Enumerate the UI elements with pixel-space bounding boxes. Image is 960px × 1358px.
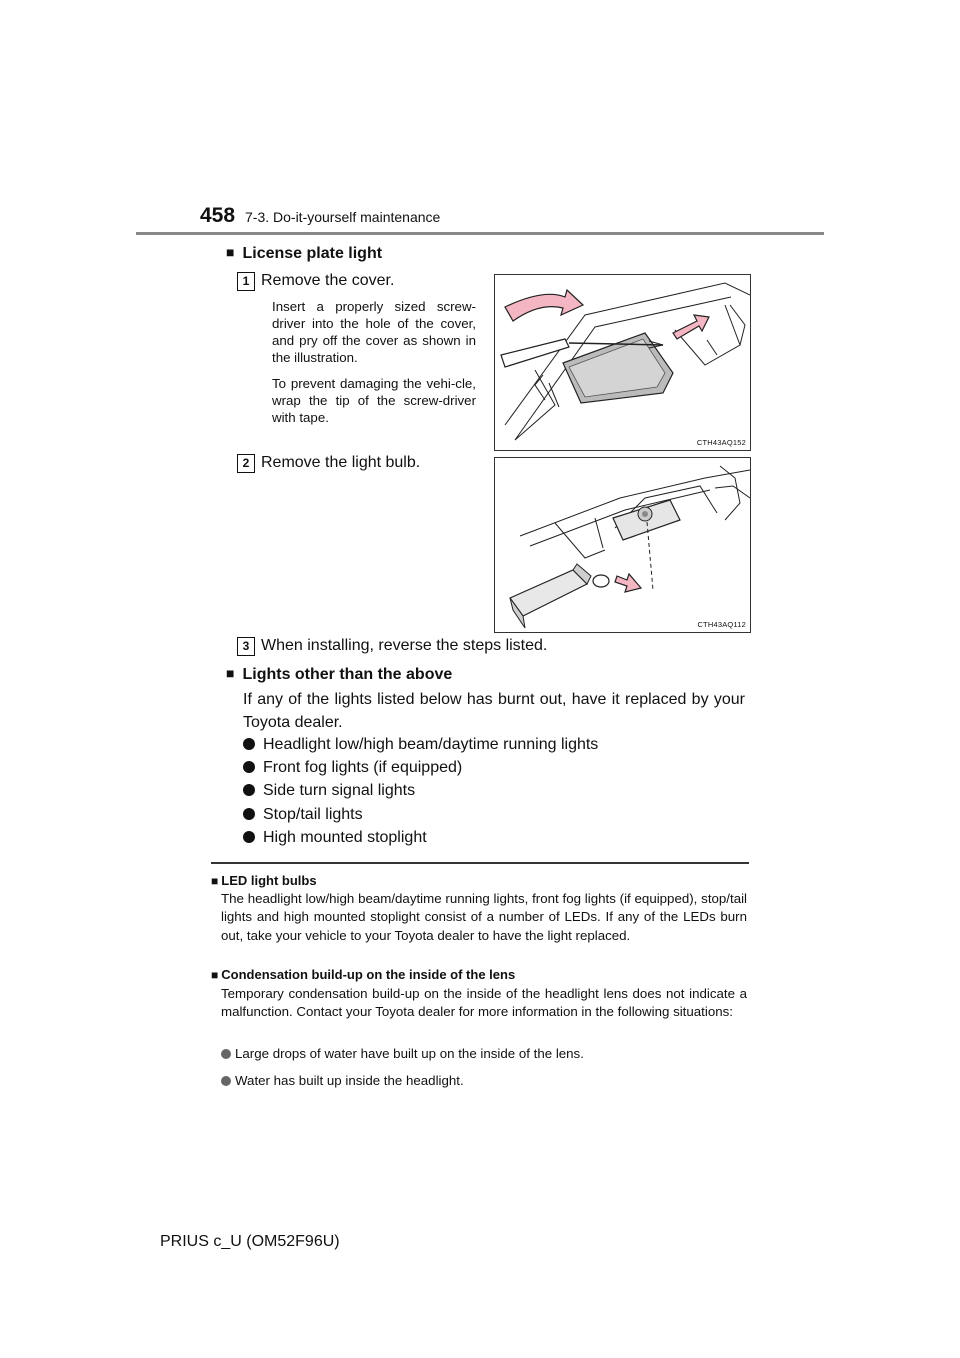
license-plate-heading	[226, 244, 382, 263]
black-circle-icon	[243, 738, 255, 750]
black-square-icon: ■	[226, 244, 235, 260]
list-item	[243, 759, 462, 777]
section-title: 7-3. Do-it-yourself maintenance	[245, 209, 441, 225]
step-1-detail: To prevent damaging the vehi-cle, wrap the tip of the screw-driver with tape.	[272, 376, 476, 425]
list-item-text: High mounted stoplight	[263, 829, 427, 846]
list-item-text: Side turn signal lights	[263, 782, 416, 799]
step-3-badge: 3	[237, 637, 255, 656]
black-circle-icon	[243, 808, 255, 820]
cover-removal-illustration	[495, 275, 750, 450]
list-item	[243, 782, 415, 800]
step-1-badge: 1	[237, 272, 255, 291]
license-plate-title: License plate light	[242, 245, 383, 262]
header-divider	[136, 232, 824, 235]
black-circle-icon	[243, 831, 255, 843]
list-item-text: Water has built up inside the headlight.	[235, 1073, 464, 1088]
list-item-text: Large drops of water have built up on the inside of the lens.	[235, 1046, 584, 1061]
step-3-text: When installing, reverse the steps listed.	[261, 637, 548, 654]
step-2-text: Remove the light bulb.	[261, 454, 421, 471]
step-1-details	[272, 298, 476, 435]
step-1-detail: Insert a properly sized screw-driver into the hole of the cover, and pry off the cover as shown in the illustration.	[272, 299, 476, 365]
other-lights-intro: If any of the lights listed below has burnt out, have it replaced by your Toyota dealer.	[243, 691, 745, 731]
black-circle-icon	[243, 784, 255, 796]
figure-remove-cover	[494, 274, 751, 451]
figure-remove-bulb	[494, 457, 751, 633]
list-item	[243, 829, 427, 847]
step-1-text: Remove the cover.	[261, 272, 395, 289]
led-note-body: The headlight low/high beam/daytime running lights, front fog lights (if equipped), stop/tail lights and high mounted stoplight consist of a number of LEDs. If any of the LEDs burn out, take your vehicle to your Toyota dealer to have the light replaced.	[221, 891, 747, 943]
list-item-text: Stop/tail lights	[263, 806, 363, 823]
condensation-note-body: Temporary condensation build-up on the inside of the headlight lens does not indicate a malfunction. Contact your Toyota dealer for more information in the following situations:	[221, 986, 747, 1020]
black-square-icon: ■	[211, 968, 219, 982]
footer-model-code: PRIUS c_U (OM52F96U)	[160, 1233, 340, 1250]
list-item	[243, 806, 363, 824]
list-item-text: Headlight low/high beam/daytime running lights	[263, 736, 599, 753]
gray-circle-icon	[221, 1076, 231, 1086]
list-item-text: Front fog lights (if equipped)	[263, 759, 463, 776]
other-lights-heading	[226, 665, 452, 684]
condensation-note-title: Condensation build-up on the inside of the lens	[221, 967, 516, 982]
figure-code: CTH43AQ112	[697, 620, 746, 629]
black-square-icon: ■	[226, 665, 235, 681]
led-note-title: LED light bulbs	[221, 873, 317, 888]
list-item	[221, 1073, 464, 1088]
list-item	[243, 736, 598, 754]
black-square-icon: ■	[211, 874, 219, 888]
gray-circle-icon	[221, 1049, 231, 1059]
figure-code: CTH43AQ152	[696, 438, 746, 447]
notes-divider	[211, 862, 749, 864]
condensation-note-heading	[211, 967, 515, 982]
other-lights-title: Lights other than the above	[242, 666, 453, 683]
bulb-removal-illustration	[495, 458, 750, 632]
page-number: 458	[200, 204, 236, 227]
led-note-heading	[211, 873, 317, 888]
step-2-badge: 2	[237, 454, 255, 473]
black-circle-icon	[243, 761, 255, 773]
list-item	[221, 1046, 584, 1061]
